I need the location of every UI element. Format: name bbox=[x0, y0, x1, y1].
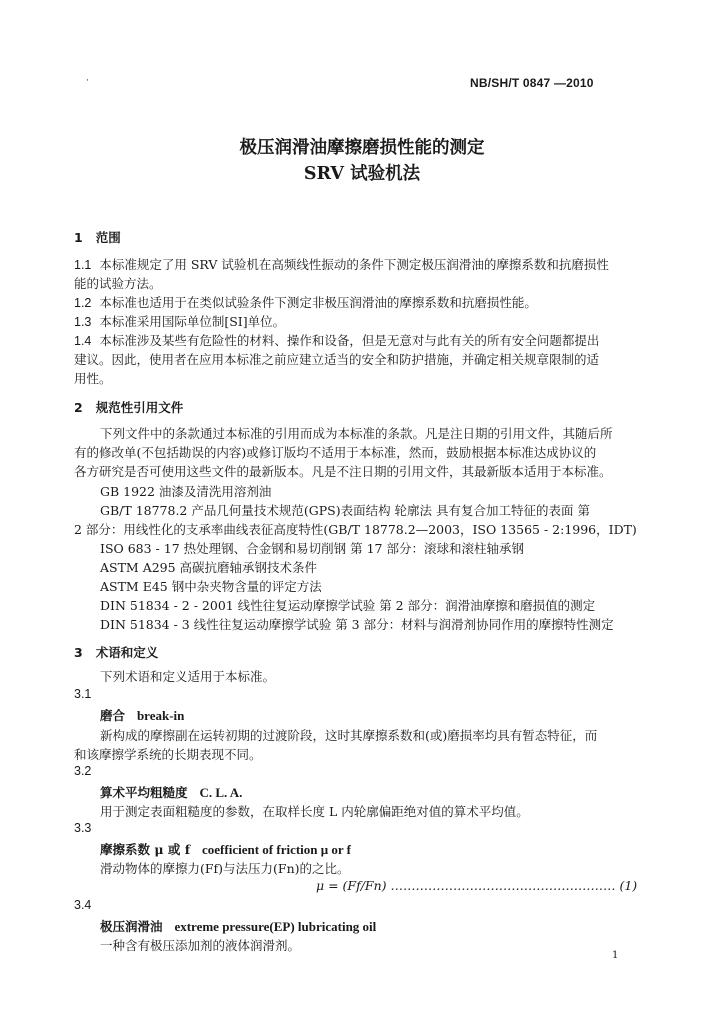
terms-intro: 下列术语和定义适用于本标准。 bbox=[100, 669, 276, 684]
clause-1-4-text: 本标准涉及某些有危险性的材料、操作和设备，但是无意对与此有关的所有安全问题都提出 bbox=[99, 333, 600, 348]
refs-intro-2: 有的修改单(不包括勘误的内容)或修订版均不适用于本标准，然而，鼓励根据本标准达成协议的 bbox=[74, 445, 597, 460]
term-3-2-cn: 算术平均粗糙度 bbox=[100, 785, 188, 800]
document-subtitle: SRV 试验机法 bbox=[303, 164, 421, 184]
reference-item: DIN 51834 - 3 线性往复运动摩擦学试验 第 3 部分：材料与润滑剂协同作用的摩擦特性测定 bbox=[100, 617, 614, 632]
clause-1-4-number: 1.4 bbox=[74, 334, 92, 348]
reference-item-cont: 2 部分：用线性化的支承率曲线表征高度特性(GB/T 18778.2—2003，ISO 13565 - 2:1996，IDT) bbox=[74, 522, 637, 537]
term-3-3-en: coefficient of friction μ or f bbox=[202, 842, 352, 857]
term-3-3 bbox=[100, 840, 351, 858]
reference-item: ASTM A295 高碳抗磨轴承钢技术条件 bbox=[100, 560, 318, 575]
clause-1-2-number: 1.2 bbox=[74, 296, 92, 310]
reference-item: GB/T 18778.2 产品几何量技术规范(GPS)表面结构 轮廓法 具有复合加工特征的表面 第 bbox=[100, 503, 590, 518]
section-2-number: 2 bbox=[74, 400, 83, 415]
term-3-4 bbox=[100, 917, 376, 935]
term-3-4-def: 一种含有极压添加剂的液体润滑剂。 bbox=[100, 938, 301, 953]
page-number: 1 bbox=[612, 950, 619, 961]
scan-mark: · bbox=[86, 76, 89, 86]
term-3-2-def: 用于测定表面粗糙度的参数，在取样长度 L 内轮廓偏距绝对值的算术平均值。 bbox=[100, 804, 529, 819]
section-2-heading bbox=[74, 398, 183, 416]
clause-1-1-text: 本标准规定了用 SRV 试验机在高频线性振动的条件下测定极压润滑油的摩擦系数和抗磨损性 bbox=[99, 257, 609, 272]
reference-item: ASTM E45 钢中杂夹物含量的评定方法 bbox=[100, 579, 322, 594]
clause-1-2-text: 本标准也适用于在类似试验条件下测定非极压润滑油的摩擦系数和抗磨损性能。 bbox=[99, 295, 537, 310]
clause-1-4-cont-2: 用性。 bbox=[74, 371, 112, 386]
section-3-number: 3 bbox=[74, 645, 83, 660]
term-3-1-en: break-in bbox=[136, 708, 185, 723]
refs-intro-1: 下列文件中的条款通过本标准的引用而成为本标准的条款。凡是注日期的引用文件，其随后所 bbox=[100, 426, 613, 441]
term-3-2 bbox=[100, 783, 242, 801]
section-1-heading bbox=[74, 228, 121, 246]
term-3-1-number: 3.1 bbox=[74, 687, 92, 701]
term-3-2-en: C. L. A. bbox=[199, 785, 243, 800]
reference-item: ISO 683 - 17 热处理钢、合金钢和易切削钢 第 17 部分：滚球和滚柱轴承钢 bbox=[100, 541, 524, 556]
clause-1-2 bbox=[74, 293, 537, 311]
term-3-4-cn: 极压润滑油 bbox=[100, 919, 163, 934]
clause-1-3-number: 1.3 bbox=[74, 315, 92, 329]
section-2-title: 规范性引用文件 bbox=[95, 400, 184, 415]
reference-item: GB 1922 油漆及清洗用溶剂油 bbox=[100, 484, 272, 499]
clause-1-1 bbox=[74, 255, 609, 273]
clause-1-1-cont: 能的试验方法。 bbox=[74, 276, 162, 291]
term-3-1 bbox=[100, 706, 184, 724]
clause-1-4 bbox=[74, 331, 599, 349]
refs-intro-3: 各方研究是否可使用这些文件的最新版本。凡是不注日期的引用文件，其最新版本适用于本标准。 bbox=[74, 464, 612, 479]
clause-1-1-number: 1.1 bbox=[74, 258, 92, 272]
term-3-1-def: 新构成的摩擦副在运转初期的过渡阶段，这时其摩擦系数和(或)磨损率均具有暂态特征，而 bbox=[100, 728, 598, 743]
section-1-title: 范围 bbox=[95, 230, 121, 245]
term-3-4-en: extreme pressure(EP) lubricating oil bbox=[174, 919, 377, 934]
term-3-4-number: 3.4 bbox=[74, 898, 92, 912]
section-3-title: 术语和定义 bbox=[95, 645, 159, 660]
standard-number: NB/SH/T 0847 —2010 bbox=[470, 76, 594, 90]
formula-1: μ = (Ff/Fn) ……………………………………………… (1) bbox=[316, 878, 638, 893]
clause-1-3-text: 本标准采用国际单位制[SI]单位。 bbox=[99, 314, 286, 329]
section-1-number: 1 bbox=[74, 230, 83, 245]
document-title: 极压润滑油摩擦磨损性能的测定 bbox=[239, 138, 485, 158]
reference-item: DIN 51834 - 2 - 2001 线性往复运动摩擦学试验 第 2 部分：润滑油摩擦和磨损值的测定 bbox=[100, 598, 596, 613]
term-3-3-cn: 摩擦系数 μ 或 f bbox=[100, 842, 191, 857]
clause-1-3 bbox=[74, 312, 285, 330]
term-3-1-def-cont: 和该摩擦学系统的长期表现不同。 bbox=[74, 747, 262, 762]
term-3-2-number: 3.2 bbox=[74, 764, 92, 778]
clause-1-4-cont-1: 建议。因此，使用者在应用本标准之前应建立适当的安全和防护措施，并确定相关规章限制的适 bbox=[74, 352, 600, 367]
term-3-3-def: 滑动物体的摩擦力(Ff)与法压力(Fn)的之比。 bbox=[100, 861, 350, 876]
term-3-1-cn: 磨合 bbox=[100, 708, 126, 723]
term-3-3-number: 3.3 bbox=[74, 821, 92, 835]
section-3-heading bbox=[74, 643, 158, 661]
